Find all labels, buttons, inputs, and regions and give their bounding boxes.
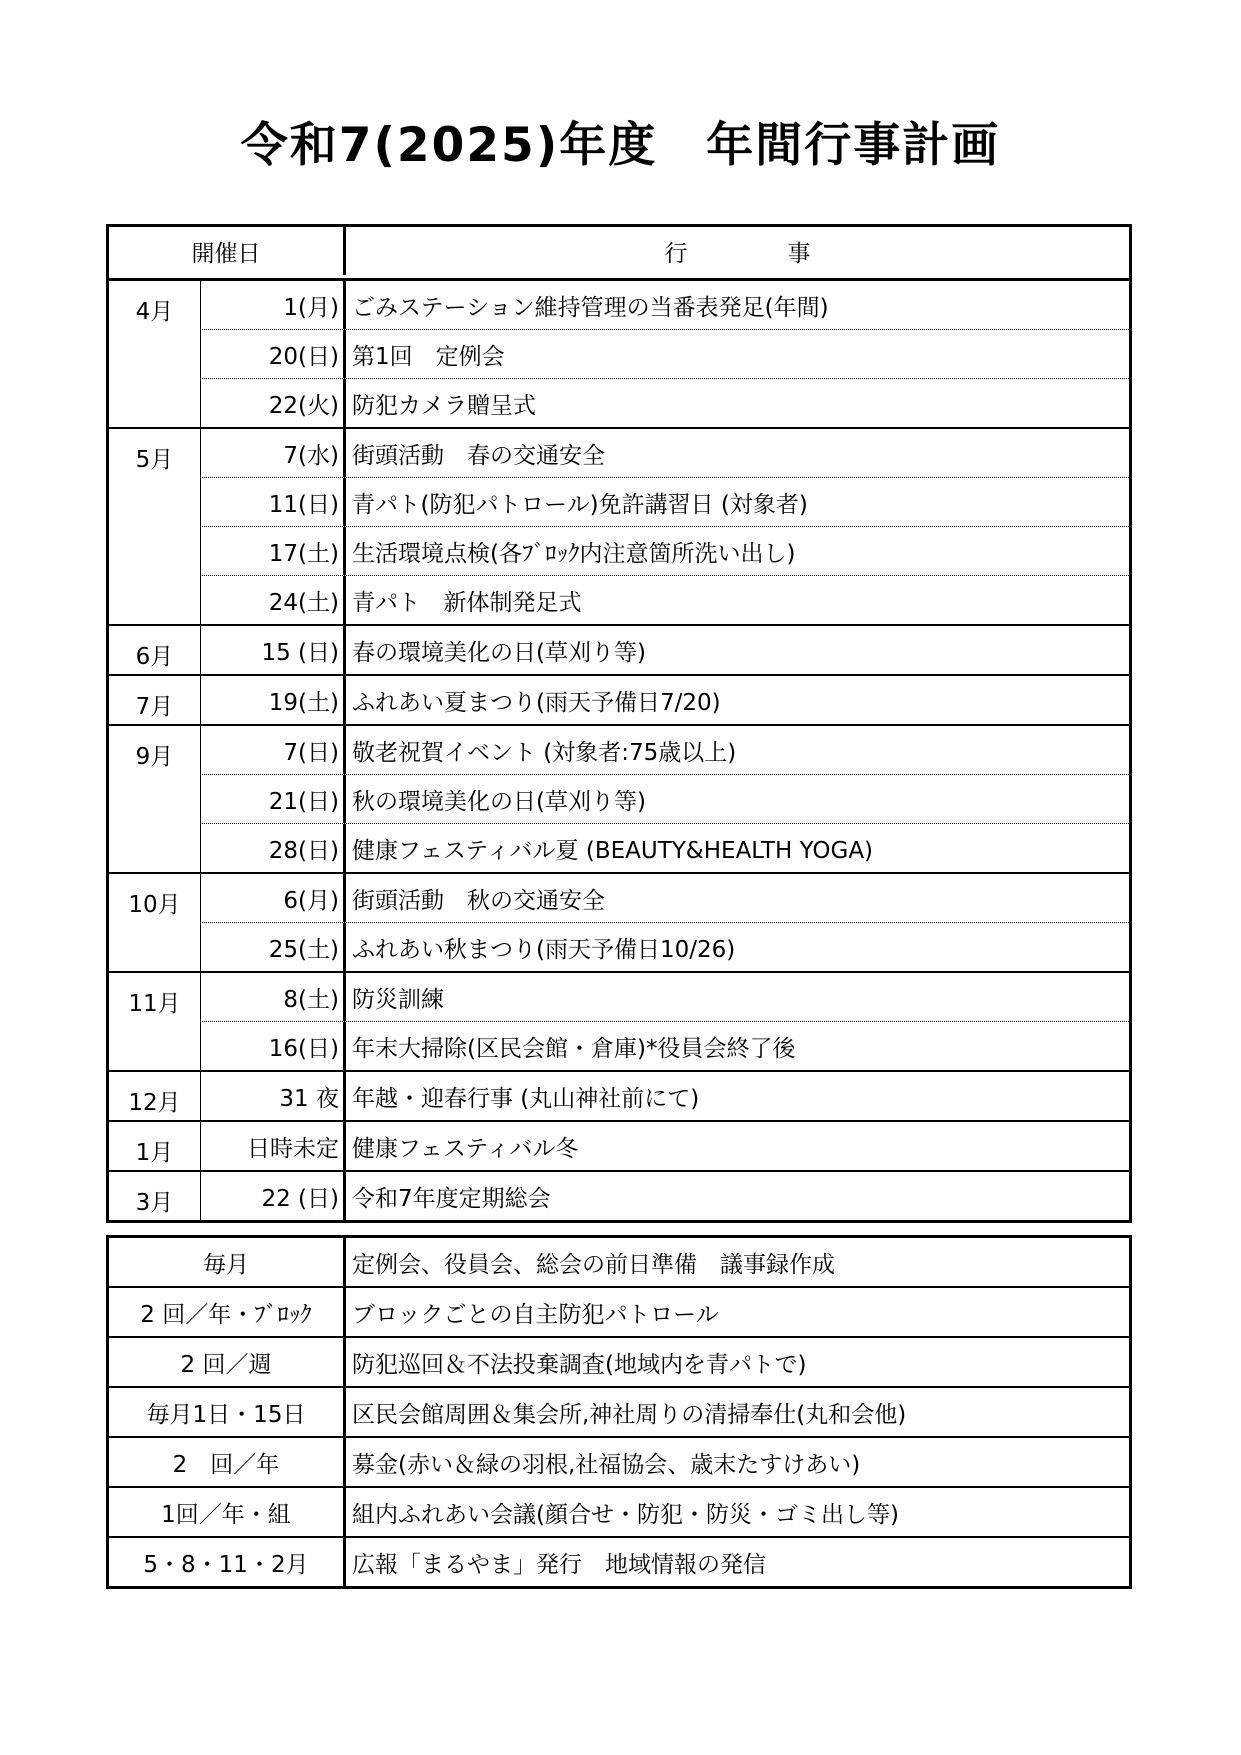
event-day: 28(日)	[200, 824, 343, 872]
event-name: 防災訓練	[343, 973, 1129, 1021]
month-label: 12月	[128, 1090, 181, 1116]
event-day: 日時未定	[200, 1122, 343, 1170]
recurring-row	[109, 1386, 1129, 1436]
event-day: 25(土)	[200, 923, 343, 971]
schedule-row	[200, 1021, 1129, 1070]
event-name: 青パト(防犯パトロール)免許講習日 (対象者)	[343, 478, 1129, 526]
annual-schedule-table	[106, 224, 1132, 1223]
month-entries	[200, 676, 1129, 724]
schedule-row	[200, 1072, 1129, 1120]
event-day: 31 夜	[200, 1072, 343, 1120]
event-day: 7(水)	[200, 429, 343, 477]
schedule-row	[200, 1172, 1129, 1220]
schedule-row	[200, 378, 1129, 427]
month-entries	[200, 1172, 1129, 1220]
schedule-row	[200, 774, 1129, 823]
month-label: 5月	[135, 447, 174, 473]
recurring-activity: 募金(赤い＆緑の羽根,社福協会、歳末たすけあい)	[343, 1438, 1129, 1486]
month-block	[109, 724, 1129, 872]
event-name: 敬老祝賀イベント (対象者:75歳以上)	[343, 726, 1129, 774]
event-day: 22(火)	[200, 379, 343, 427]
month-label: 10月	[128, 892, 181, 918]
event-day: 15 (日)	[200, 626, 343, 674]
recurring-activity: 広報「まるやま」発行 地域情報の発信	[343, 1538, 1129, 1586]
page-title: 令和7(2025)年度 年間行事計画	[240, 118, 1001, 173]
recurring-row	[109, 1536, 1129, 1586]
event-name: 年越・迎春行事 (丸山神社前にて)	[343, 1072, 1129, 1120]
schedule-row	[200, 575, 1129, 624]
schedule-row	[200, 329, 1129, 378]
recurring-row	[109, 1436, 1129, 1486]
recurring-activity: 防犯巡回＆不法投棄調査(地域内を青パトで)	[343, 1338, 1129, 1386]
month-entries	[200, 874, 1129, 971]
event-day: 11(日)	[200, 478, 343, 526]
month-entries	[200, 1122, 1129, 1170]
event-day: 6(月)	[200, 874, 343, 922]
recurring-rows	[109, 1238, 1129, 1586]
month-block	[109, 872, 1129, 971]
recurring-frequency: 2 回／週	[180, 1351, 272, 1378]
event-name: ふれあい秋まつり(雨天予備日10/26)	[343, 923, 1129, 971]
event-name: 春の環境美化の日(草刈り等)	[343, 626, 1129, 674]
month-label: 6月	[135, 644, 174, 670]
month-block	[109, 281, 1129, 427]
recurring-activity: 定例会、役員会、総会の前日準備 議事録作成	[343, 1238, 1129, 1286]
event-day: 8(土)	[200, 973, 343, 1021]
event-day: 19(土)	[200, 676, 343, 724]
month-entries	[200, 1072, 1129, 1120]
schedule-row	[200, 922, 1129, 971]
event-day: 17(土)	[200, 527, 343, 575]
month-entries	[200, 973, 1129, 1070]
recurring-row	[109, 1286, 1129, 1336]
recurring-frequency: 毎月	[203, 1251, 249, 1278]
event-day: 20(日)	[200, 330, 343, 378]
recurring-activity: 区民会館周囲＆集会所,神社周りの清掃奉仕(丸和会他)	[343, 1388, 1129, 1436]
recurring-frequency: 毎月1日・15日	[146, 1401, 306, 1428]
event-day: 21(日)	[200, 775, 343, 823]
recurring-frequency: 2 回／年	[172, 1451, 280, 1478]
schedule-row	[200, 1122, 1129, 1170]
month-label: 4月	[135, 299, 174, 325]
recurring-activity: 組内ふれあい会議(顔合せ・防犯・防災・ゴミ出し等)	[343, 1488, 1129, 1536]
event-name: 街頭活動 秋の交通安全	[343, 874, 1129, 922]
month-entries	[200, 626, 1129, 674]
event-name: 健康フェスティバル夏 (BEAUTY&HEALTH YOGA)	[343, 824, 1129, 872]
event-day: 7(日)	[200, 726, 343, 774]
schedule-row	[200, 526, 1129, 575]
month-label: 11月	[128, 991, 181, 1017]
recurring-frequency: 2 回／年・ﾌﾞﾛｯｸ	[140, 1301, 312, 1328]
schedule-row	[200, 626, 1129, 674]
header-date: 開催日	[191, 240, 261, 267]
event-name: 健康フェスティバル冬	[343, 1122, 1129, 1170]
recurring-frequency: 5・8・11・2月	[143, 1551, 309, 1578]
event-name: 生活環境点検(各ﾌﾞﾛｯｸ内注意箇所洗い出し)	[343, 527, 1129, 575]
month-entries	[200, 281, 1129, 427]
month-label: 7月	[135, 694, 174, 720]
recurring-activities-table	[106, 1235, 1132, 1589]
schedule-row	[200, 823, 1129, 872]
schedule-row	[200, 281, 1129, 329]
event-name: 街頭活動 春の交通安全	[343, 429, 1129, 477]
schedule-row	[200, 676, 1129, 724]
schedule-row	[200, 477, 1129, 526]
event-day: 16(日)	[200, 1022, 343, 1070]
event-day: 1(月)	[200, 281, 343, 329]
month-blocks	[109, 281, 1129, 1220]
schedule-row	[200, 973, 1129, 1021]
month-entries	[200, 429, 1129, 624]
month-block	[109, 971, 1129, 1070]
event-name: 防犯カメラ贈呈式	[343, 379, 1129, 427]
schedule-row	[200, 726, 1129, 774]
schedule-row	[200, 874, 1129, 922]
schedule-row	[200, 429, 1129, 477]
event-name: 第1回 定例会	[343, 330, 1129, 378]
month-block	[109, 427, 1129, 624]
event-name: ふれあい夏まつり(雨天予備日7/20)	[343, 676, 1129, 724]
event-name: 青パト 新体制発足式	[343, 576, 1129, 624]
month-entries	[200, 726, 1129, 872]
event-day: 24(土)	[200, 576, 343, 624]
event-name: 秋の環境美化の日(草刈り等)	[343, 775, 1129, 823]
month-block	[109, 1170, 1129, 1220]
event-day: 22 (日)	[200, 1172, 343, 1220]
header-event: 行事	[343, 227, 1129, 275]
month-block	[109, 1070, 1129, 1120]
table-header-row	[109, 227, 1129, 281]
month-block	[109, 1120, 1129, 1170]
month-block	[109, 674, 1129, 724]
month-label: 1月	[135, 1140, 174, 1166]
recurring-row	[109, 1486, 1129, 1536]
recurring-frequency: 1回／年・組	[161, 1501, 291, 1528]
recurring-row	[109, 1238, 1129, 1286]
event-name: ごみステーション維持管理の当番表発足(年間)	[343, 281, 1129, 329]
month-block	[109, 624, 1129, 674]
recurring-row	[109, 1336, 1129, 1386]
month-label: 9月	[135, 744, 174, 770]
event-name: 年末大掃除(区民会館・倉庫)*役員会終了後	[343, 1022, 1129, 1070]
event-name: 令和7年度定期総会	[343, 1172, 1129, 1220]
recurring-activity: ブロックごとの自主防犯パトロール	[343, 1288, 1129, 1336]
month-label: 3月	[135, 1190, 174, 1216]
